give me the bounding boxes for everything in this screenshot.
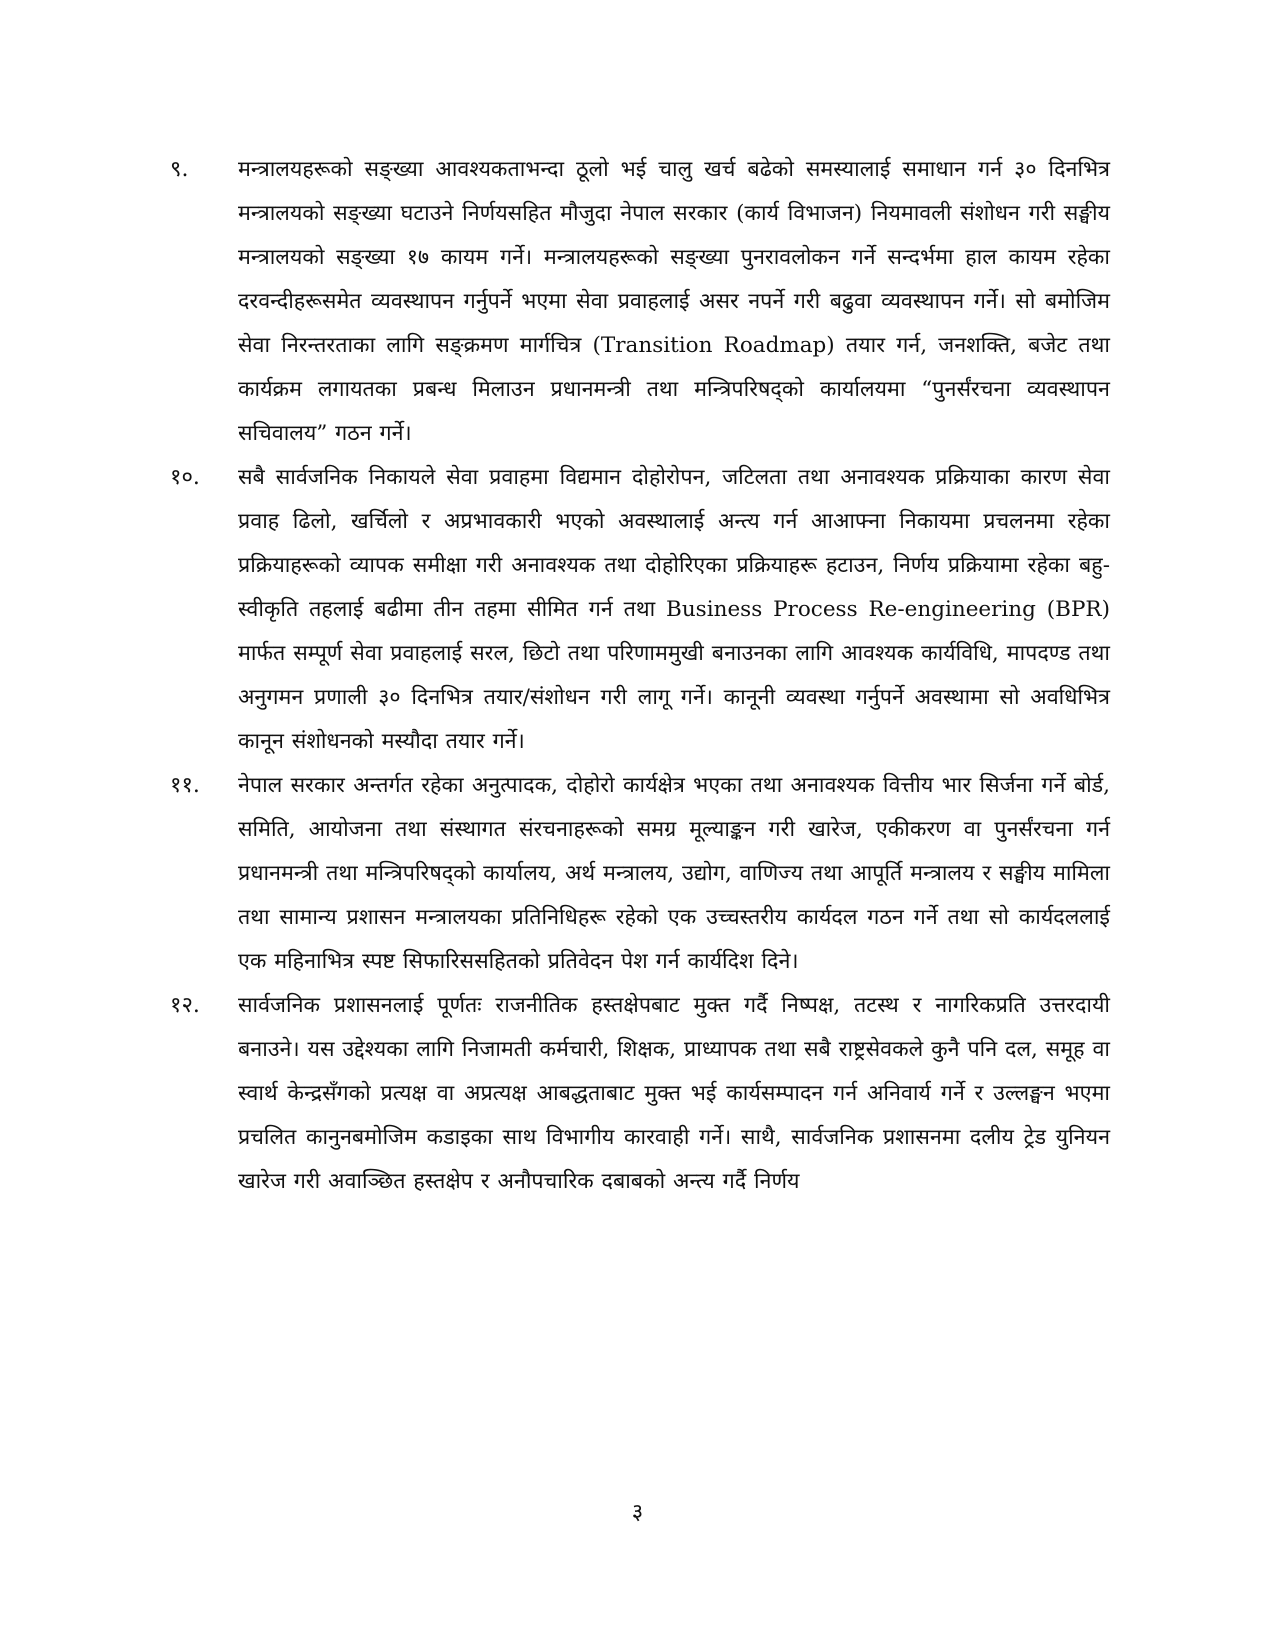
list-item-12 — [170, 984, 1110, 1204]
item-number: १२. — [170, 993, 200, 1018]
numbered-list — [170, 148, 1110, 1204]
list-item-10 — [170, 456, 1110, 764]
item-text: सार्वजनिक प्रशासनलाई पूर्णतः राजनीतिक हस्तक्षेपबाट मुक्त गर्दै निष्पक्ष, तटस्थ र नागरिकप्रति उत्तरदायी बनाउने। यस उद्देश्यका लागि निजामती कर्मचारी, शिक्षक, प्राध्यापक तथा सबै राष्ट्रसेवकले कुनै पनि दल, समूह वा स्वार्थ केन्द्रसँगको प्रत्यक्ष वा अप्रत्यक्ष आबद्धताबाट मुक्त भई कार्यसम्पादन गर्न अनिवार्य गर्ने र उल्लङ्घन भएमा प्रचलित कानुनबमोजिम कडाइका साथ विभागीय कारवाही गर्ने। साथै, सार्वजनिक प्रशासनमा दलीय ट्रेड युनियन खारेज गरी अवाञ्छित हस्तक्षेप र अनौपचारिक दबाबको अन्त्य गर्दै निर्णय — [238, 993, 1110, 1194]
item-number: ११. — [170, 773, 200, 798]
item-number: १०. — [170, 465, 200, 490]
item-number: ९. — [170, 157, 189, 182]
item-text: मन्त्रालयहरूको सङ्ख्या आवश्यकताभन्दा ठूलो भई चालु खर्च बढेको समस्यालाई समाधान गर्न ३० दिनभित्र मन्त्रालयको सङ्ख्या घटाउने निर्णयसहित मौजुदा नेपाल सरकार (कार्य विभाजन) नियमावली संशोधन गरी सङ्घीय मन्त्रालयको सङ्ख्या १७ कायम गर्ने। मन्त्रालयहरूको सङ्ख्या पुनरावलोकन गर्ने सन्दर्भमा हाल कायम रहेका दरवन्दीहरूसमेत व्यवस्थापन गर्नुपर्ने भएमा सेवा प्रवाहलाई असर नपर्ने गरी बढुवा व्यवस्थापन गर्ने। सो बमोजिम सेवा निरन्तरताका लागि सङ्क्रमण मार्गचित्र (Transition Roadmap) तयार गर्न, जनशक्ति, बजेट तथा कार्यक्रम लगायतका प्रबन्ध मिलाउन प्रधानमन्त्री तथा मन्त्रिपरिषद्को कार्यालयमा “पुनर्संरचना व्यवस्थापन सचिवालय” गठन गर्ने। — [238, 157, 1110, 446]
list-item-9 — [170, 148, 1110, 456]
list-item-11 — [170, 764, 1110, 984]
page-number: ३ — [631, 1500, 644, 1525]
item-text: सबै सार्वजनिक निकायले सेवा प्रवाहमा विद्यमान दोहोरोपन, जटिलता तथा अनावश्यक प्रक्रियाका कारण सेवा प्रवाह ढिलो, खर्चिलो र अप्रभावकारी भएको अवस्थालाई अन्त्य गर्न आआफ्ना निकायमा प्रचलनमा रहेका प्रक्रियाहरूको व्यापक समीक्षा गरी अनावश्यक तथा दोहोरिएका प्रक्रियाहरू हटाउन, निर्णय प्रक्रियामा रहेका बहु-स्वीकृति तहलाई बढीमा तीन तहमा सीमित गर्न तथा Business Process Re-engineering (BPR) मार्फत सम्पूर्ण सेवा प्रवाहलाई सरल, छिटो तथा परिणाममुखी बनाउनका लागि आवश्यक कार्यविधि, मापदण्ड तथा अनुगमन प्रणाली ३० दिनभित्र तयार/संशोधन गरी लागू गर्ने। कानूनी व्यवस्था गर्नुपर्ने अवस्थामा सो अवधिभित्र कानून संशोधनको मस्यौदा तयार गर्ने। — [238, 465, 1110, 754]
item-text: नेपाल सरकार अन्तर्गत रहेका अनुत्पादक, दोहोरो कार्यक्षेत्र भएका तथा अनावश्यक वित्तीय भार सिर्जना गर्ने बोर्ड, समिति, आयोजना तथा संस्थागत संरचनाहरूको समग्र मूल्याङ्कन गरी खारेज, एकीकरण वा पुनर्संरचना गर्न प्रधानमन्त्री तथा मन्त्रिपरिषद्को कार्यालय, अर्थ मन्त्रालय, उद्योग, वाणिज्य तथा आपूर्ति मन्त्रालय र सङ्घीय मामिला तथा सामान्य प्रशासन मन्त्रालयका प्रतिनिधिहरू रहेको एक उच्चस्तरीय कार्यदल गठन गर्ने तथा सो कार्यदललाई एक महिनाभित्र स्पष्ट सिफारिससहितको प्रतिवेदन पेश गर्न कार्यदिश दिने। — [238, 773, 1110, 974]
